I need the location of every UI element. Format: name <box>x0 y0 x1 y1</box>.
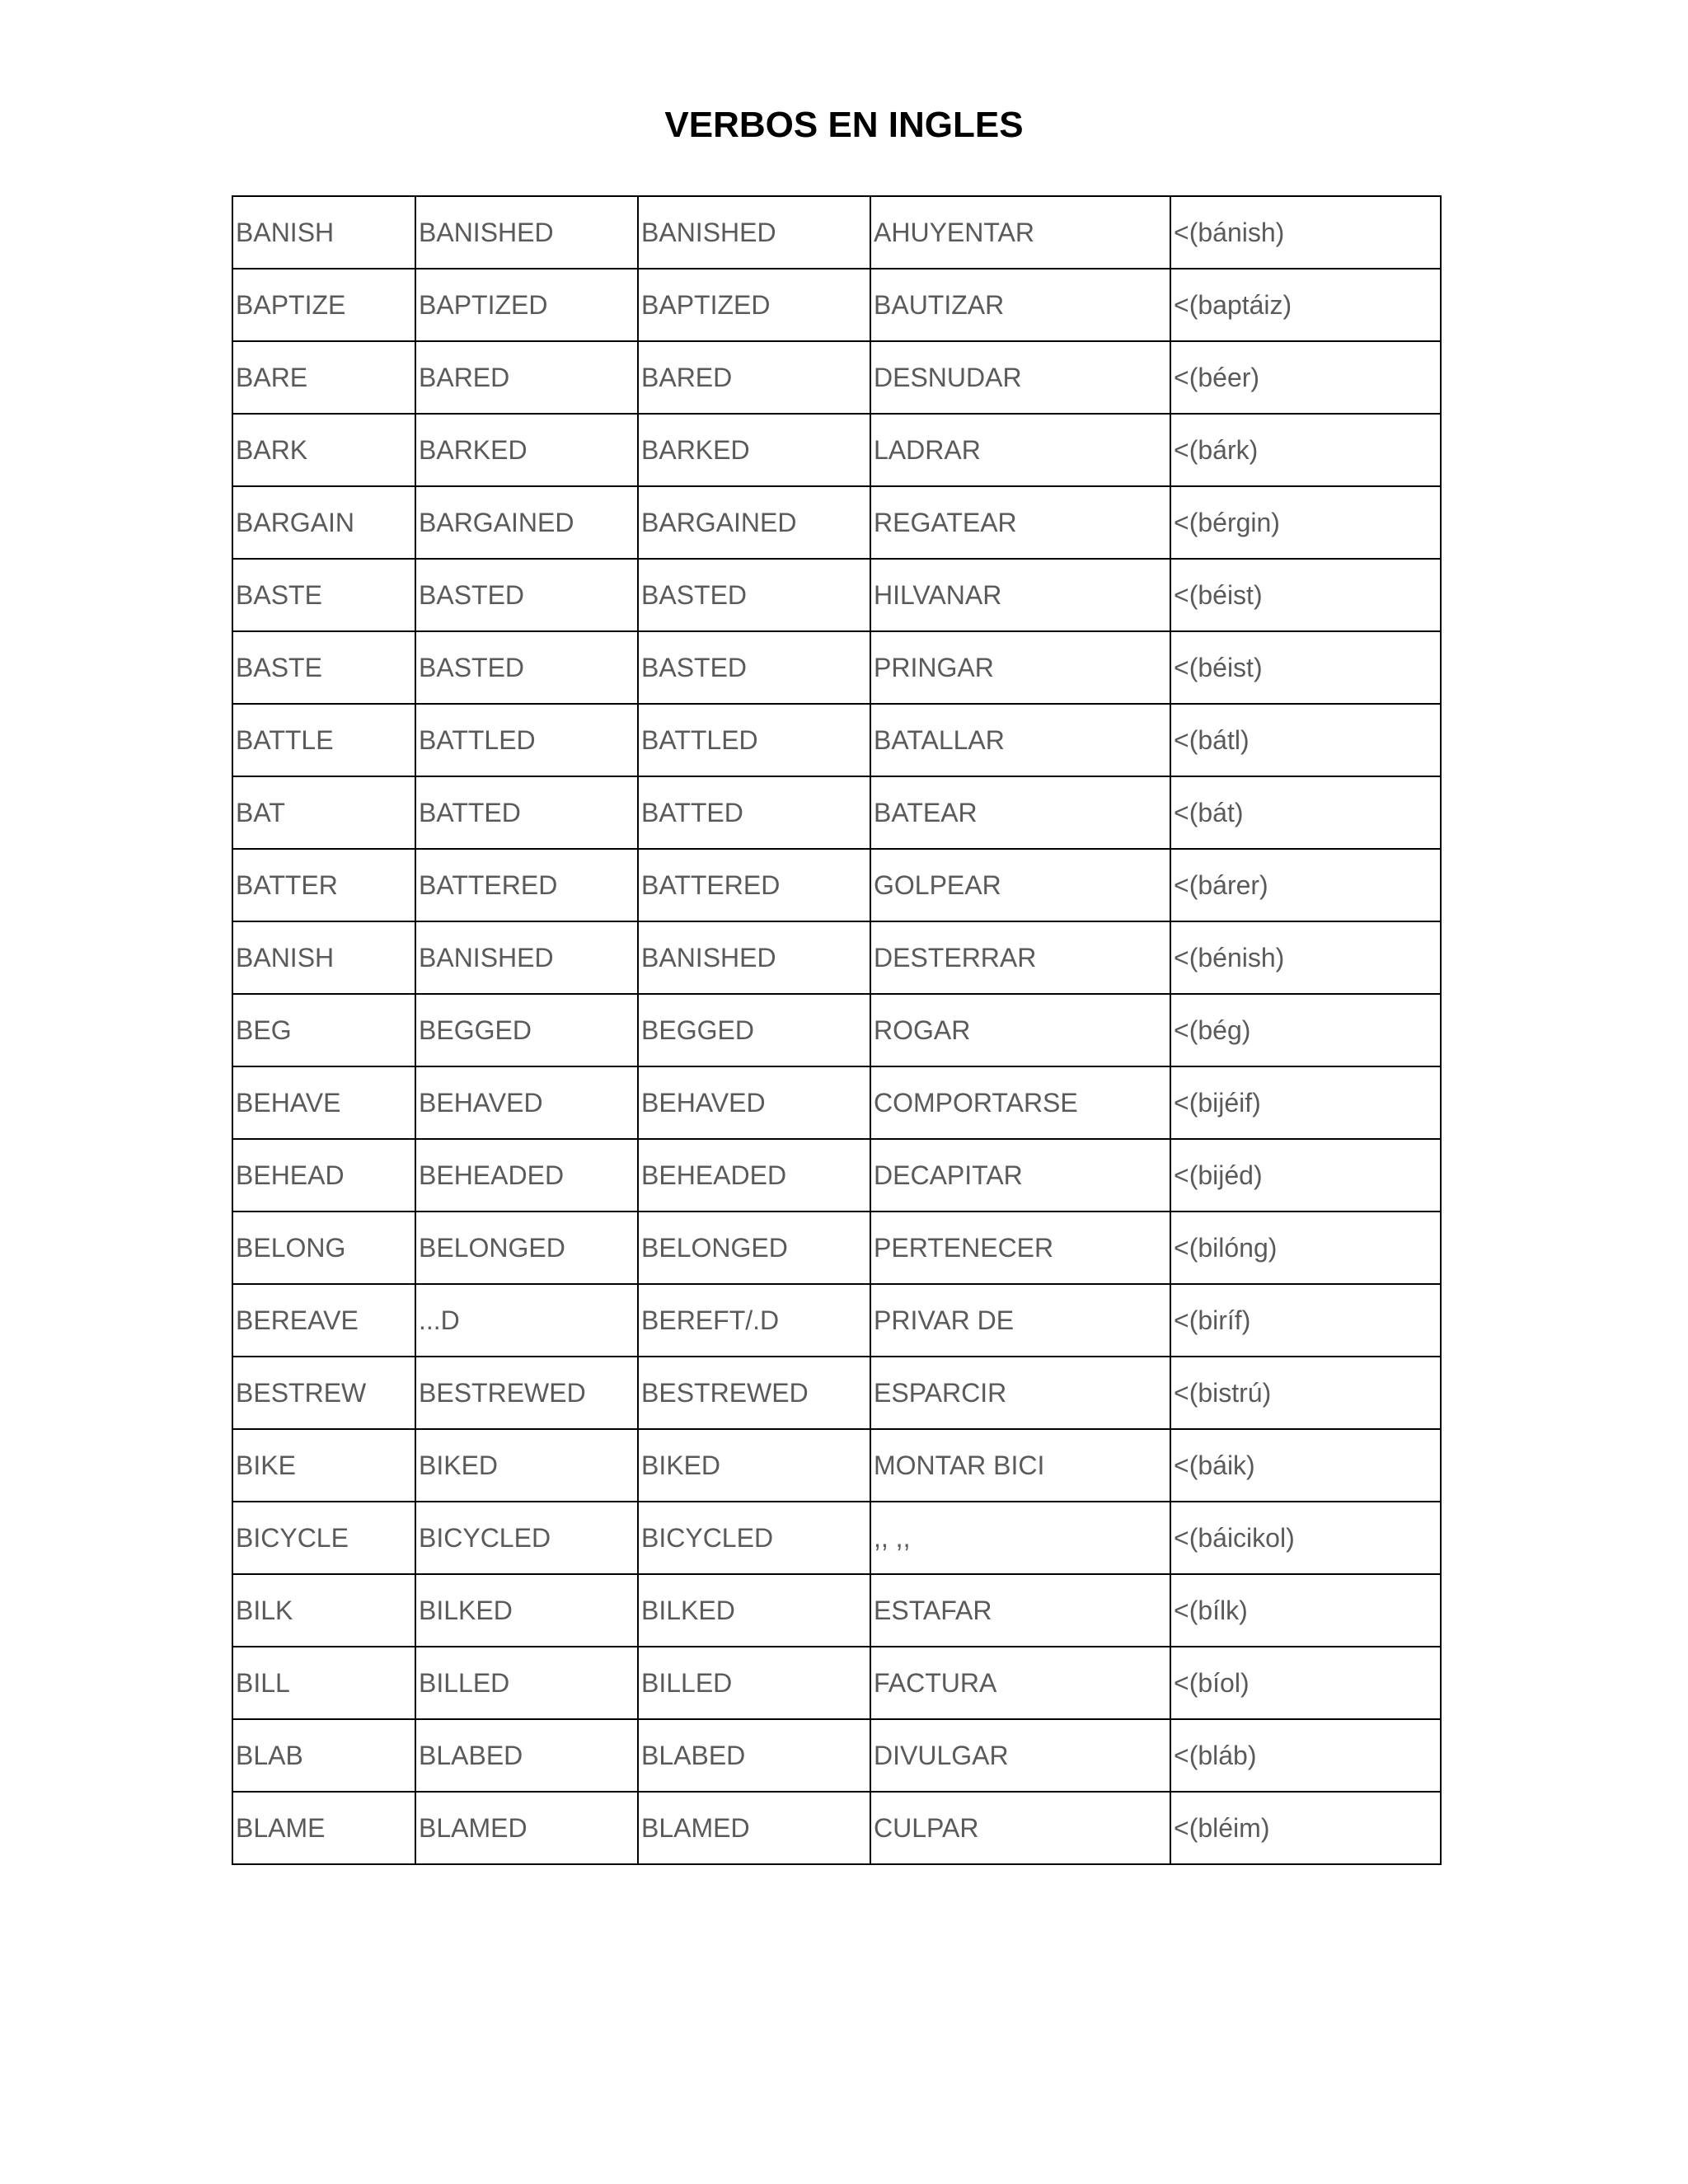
infinitive-cell: BARK <box>232 414 415 486</box>
past-participle-cell: BEHEADED <box>638 1139 870 1212</box>
table-row <box>232 1066 1441 1139</box>
past-participle-cell: BEHAVED <box>638 1066 870 1139</box>
translation-cell: CULPAR <box>870 1792 1170 1864</box>
past-participle-cell: BLAMED <box>638 1792 870 1864</box>
translation-cell: ESTAFAR <box>870 1574 1170 1647</box>
past-participle-cell: BILKED <box>638 1574 870 1647</box>
infinitive-cell: BANISH <box>232 196 415 269</box>
table-row <box>232 196 1441 269</box>
past-participle-cell: BASTED <box>638 631 870 704</box>
infinitive-cell: BAPTIZE <box>232 269 415 341</box>
past-participle-cell: BAPTIZED <box>638 269 870 341</box>
past-simple-cell: BATTED <box>415 776 638 849</box>
translation-cell: PERTENECER <box>870 1212 1170 1284</box>
translation-cell: BATEAR <box>870 776 1170 849</box>
page-title: VERBOS EN INGLES <box>664 105 1024 145</box>
past-simple-cell: BAPTIZED <box>415 269 638 341</box>
table-row <box>232 486 1441 559</box>
past-simple-cell: BLABED <box>415 1719 638 1792</box>
pronunciation-cell: <(bijéd) <box>1170 1139 1441 1212</box>
table-row <box>232 849 1441 921</box>
translation-cell: ESPARCIR <box>870 1357 1170 1429</box>
translation-cell: ROGAR <box>870 994 1170 1066</box>
past-participle-cell: BIKED <box>638 1429 870 1502</box>
table-row <box>232 1719 1441 1792</box>
past-participle-cell: BATTED <box>638 776 870 849</box>
past-simple-cell: BASTED <box>415 559 638 631</box>
translation-cell: BAUTIZAR <box>870 269 1170 341</box>
table-row <box>232 631 1441 704</box>
past-simple-cell: BANISHED <box>415 921 638 994</box>
translation-cell: REGATEAR <box>870 486 1170 559</box>
infinitive-cell: BLAB <box>232 1719 415 1792</box>
infinitive-cell: BAT <box>232 776 415 849</box>
translation-cell: BATALLAR <box>870 704 1170 776</box>
translation-cell: DECAPITAR <box>870 1139 1170 1212</box>
translation-cell: DESTERRAR <box>870 921 1170 994</box>
pronunciation-cell: <(bánish) <box>1170 196 1441 269</box>
translation-cell: DESNUDAR <box>870 341 1170 414</box>
infinitive-cell: BIKE <box>232 1429 415 1502</box>
table-row <box>232 1792 1441 1864</box>
verb-table-body <box>232 196 1441 1864</box>
pronunciation-cell: <(bárer) <box>1170 849 1441 921</box>
past-simple-cell: BELONGED <box>415 1212 638 1284</box>
past-participle-cell: BARED <box>638 341 870 414</box>
past-simple-cell: ...D <box>415 1284 638 1357</box>
pronunciation-cell: <(bijéif) <box>1170 1066 1441 1139</box>
infinitive-cell: BATTLE <box>232 704 415 776</box>
past-simple-cell: BICYCLED <box>415 1502 638 1574</box>
past-participle-cell: BEGGED <box>638 994 870 1066</box>
translation-cell: DIVULGAR <box>870 1719 1170 1792</box>
pronunciation-cell: <(báik) <box>1170 1429 1441 1502</box>
infinitive-cell: BILL <box>232 1647 415 1719</box>
table-row <box>232 341 1441 414</box>
infinitive-cell: BASTE <box>232 559 415 631</box>
table-row <box>232 1357 1441 1429</box>
infinitive-cell: BELONG <box>232 1212 415 1284</box>
translation-cell: MONTAR BICI <box>870 1429 1170 1502</box>
past-participle-cell: BANISHED <box>638 921 870 994</box>
pronunciation-cell: <(bát) <box>1170 776 1441 849</box>
infinitive-cell: BEHAVE <box>232 1066 415 1139</box>
pronunciation-cell: <(bíol) <box>1170 1647 1441 1719</box>
pronunciation-cell: <(bílk) <box>1170 1574 1441 1647</box>
translation-cell: ,, ,, <box>870 1502 1170 1574</box>
past-simple-cell: BATTERED <box>415 849 638 921</box>
translation-cell: PRIVAR DE <box>870 1284 1170 1357</box>
past-participle-cell: BARGAINED <box>638 486 870 559</box>
past-simple-cell: BARED <box>415 341 638 414</box>
infinitive-cell: BESTREW <box>232 1357 415 1429</box>
infinitive-cell: BARE <box>232 341 415 414</box>
infinitive-cell: BEHEAD <box>232 1139 415 1212</box>
table-row <box>232 1574 1441 1647</box>
verb-table <box>232 195 1442 1865</box>
pronunciation-cell: <(béist) <box>1170 559 1441 631</box>
table-row <box>232 776 1441 849</box>
translation-cell: FACTURA <box>870 1647 1170 1719</box>
past-simple-cell: BESTREWED <box>415 1357 638 1429</box>
past-simple-cell: BARKED <box>415 414 638 486</box>
past-participle-cell: BARKED <box>638 414 870 486</box>
table-row <box>232 1212 1441 1284</box>
table-row <box>232 994 1441 1066</box>
past-simple-cell: BARGAINED <box>415 486 638 559</box>
past-simple-cell: BANISHED <box>415 196 638 269</box>
table-row <box>232 1429 1441 1502</box>
table-row <box>232 269 1441 341</box>
pronunciation-cell: <(bénish) <box>1170 921 1441 994</box>
infinitive-cell: BILK <box>232 1574 415 1647</box>
pronunciation-cell: <(béer) <box>1170 341 1441 414</box>
infinitive-cell: BATTER <box>232 849 415 921</box>
table-row <box>232 704 1441 776</box>
pronunciation-cell: <(bárk) <box>1170 414 1441 486</box>
infinitive-cell: BEG <box>232 994 415 1066</box>
infinitive-cell: BLAME <box>232 1792 415 1864</box>
translation-cell: AHUYENTAR <box>870 196 1170 269</box>
past-participle-cell: BICYCLED <box>638 1502 870 1574</box>
infinitive-cell: BARGAIN <box>232 486 415 559</box>
past-simple-cell: BEHAVED <box>415 1066 638 1139</box>
pronunciation-cell: <(bláb) <box>1170 1719 1441 1792</box>
past-participle-cell: BILLED <box>638 1647 870 1719</box>
pronunciation-cell: <(bléim) <box>1170 1792 1441 1864</box>
infinitive-cell: BEREAVE <box>232 1284 415 1357</box>
past-simple-cell: BEHEADED <box>415 1139 638 1212</box>
table-row <box>232 1647 1441 1719</box>
table-row <box>232 1139 1441 1212</box>
translation-cell: LADRAR <box>870 414 1170 486</box>
table-row <box>232 559 1441 631</box>
past-simple-cell: BEGGED <box>415 994 638 1066</box>
infinitive-cell: BASTE <box>232 631 415 704</box>
past-participle-cell: BATTERED <box>638 849 870 921</box>
pronunciation-cell: <(bérgin) <box>1170 486 1441 559</box>
past-participle-cell: BELONGED <box>638 1212 870 1284</box>
table-row <box>232 414 1441 486</box>
translation-cell: HILVANAR <box>870 559 1170 631</box>
past-participle-cell: BASTED <box>638 559 870 631</box>
translation-cell: COMPORTARSE <box>870 1066 1170 1139</box>
translation-cell: GOLPEAR <box>870 849 1170 921</box>
pronunciation-cell: <(béist) <box>1170 631 1441 704</box>
past-simple-cell: BIKED <box>415 1429 638 1502</box>
past-simple-cell: BILLED <box>415 1647 638 1719</box>
past-simple-cell: BILKED <box>415 1574 638 1647</box>
pronunciation-cell: <(biríf) <box>1170 1284 1441 1357</box>
past-simple-cell: BLAMED <box>415 1792 638 1864</box>
infinitive-cell: BANISH <box>232 921 415 994</box>
past-participle-cell: BATTLED <box>638 704 870 776</box>
pronunciation-cell: <(bég) <box>1170 994 1441 1066</box>
table-row <box>232 921 1441 994</box>
past-participle-cell: BEREFT/.D <box>638 1284 870 1357</box>
table-row <box>232 1284 1441 1357</box>
past-simple-cell: BATTLED <box>415 704 638 776</box>
past-participle-cell: BLABED <box>638 1719 870 1792</box>
table-row <box>232 1502 1441 1574</box>
past-participle-cell: BANISHED <box>638 196 870 269</box>
past-simple-cell: BASTED <box>415 631 638 704</box>
pronunciation-cell: <(bilóng) <box>1170 1212 1441 1284</box>
translation-cell: PRINGAR <box>870 631 1170 704</box>
pronunciation-cell: <(bistrú) <box>1170 1357 1441 1429</box>
infinitive-cell: BICYCLE <box>232 1502 415 1574</box>
past-participle-cell: BESTREWED <box>638 1357 870 1429</box>
pronunciation-cell: <(baptáiz) <box>1170 269 1441 341</box>
pronunciation-cell: <(bátl) <box>1170 704 1441 776</box>
pronunciation-cell: <(báicikol) <box>1170 1502 1441 1574</box>
